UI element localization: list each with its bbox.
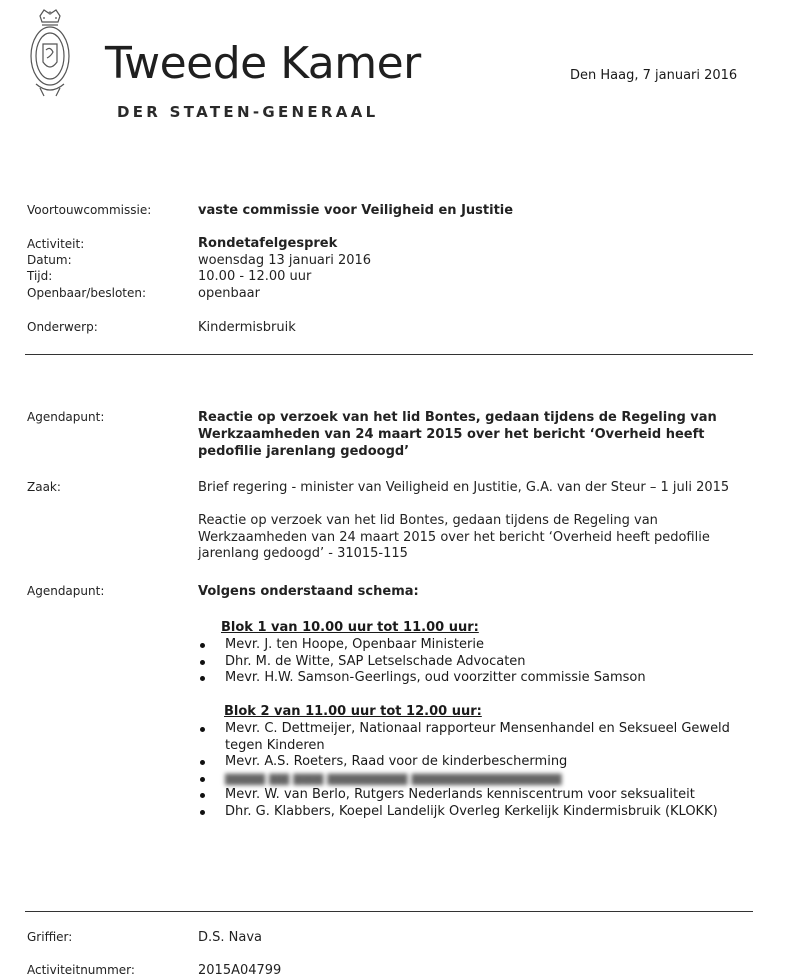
activiteitnummer-value: 2015A04799 — [198, 963, 282, 978]
activiteitnummer-label: Activiteitnummer: — [27, 963, 135, 977]
list-item: Mevr. W. van Berlo, Rutgers Nederlands kenniscentrum voor seksualiteit — [198, 787, 738, 804]
agendapunt-2-text: Volgens onderstaand schema: — [198, 584, 419, 599]
list-item: Mevr. H.W. Samson-Geerlings, oud voorzitter commissie Samson — [198, 670, 738, 687]
blok-2-heading: Blok 2 van 11.00 uur tot 12.00 uur: — [224, 704, 482, 719]
divider-bottom — [25, 911, 753, 912]
list-item: Mevr. J. ten Hoope, Openbaar Ministerie — [198, 637, 738, 654]
openbaar-label: Openbaar/besloten: — [27, 286, 147, 300]
crest-logo-icon — [26, 6, 74, 100]
griffier-label: Griffier: — [27, 930, 73, 944]
list-item: Dhr. G. Klabbers, Koepel Landelijk Overleg Kerkelijk Kindermisbruik (KLOKK) — [198, 804, 738, 821]
griffier-value: D.S. Nava — [198, 930, 263, 945]
onderwerp-value: Kindermisbruik — [198, 320, 296, 335]
zaak-line-1: Brief regering - minister van Veiligheid en Justitie, G.A. van der Steur – 1 juli 2015 — [198, 480, 730, 495]
voortouw-value: vaste commissie voor Veiligheid en Justitie — [198, 203, 514, 218]
activiteit-label: Activiteit: — [27, 237, 85, 251]
agendapunt-2-label: Agendapunt: — [27, 584, 105, 598]
onderwerp-label: Onderwerp: — [27, 320, 98, 334]
list-item: Mevr. C. Dettmeijer, Nationaal rapporteur Mensenhandel en Seksueel Geweld tegen Kinderen — [198, 721, 738, 754]
agendapunt-1-text: Reactie op verzoek van het lid Bontes, gedaan tijdens de Regeling van Werkzaamheden van 24 maart 2015 over het bericht ‘Overheid heeft pedofilie jarenlang gedoogd’ — [198, 410, 717, 459]
blok-2-list — [198, 721, 738, 820]
list-item: Mevr. A.S. Roeters, Raad voor de kinderbescherming — [198, 754, 738, 771]
org-name: Tweede Kamer — [105, 38, 421, 89]
redacted-text: ▆▆▆▆ ▆▆ ▆▆▆ ▆▆▆▆▆▆▆▆ ▆▆▆▆▆▆▆▆▆▆▆▆▆▆▆ — [225, 770, 562, 786]
list-item: Dhr. M. de Witte, SAP Letselschade Advocaten — [198, 654, 738, 671]
zaak-line-2: Reactie op verzoek van het lid Bontes, gedaan tijdens de Regeling van Werkzaamheden van 24 maart 2015 over het bericht ‘Overheid heeft pedofilie jarenlang gedoogd’ - 31015-115 — [198, 513, 710, 561]
place-date: Den Haag, 7 januari 2016 — [570, 68, 738, 83]
tijd-value: 10.00 - 12.00 uur — [198, 269, 312, 284]
divider-top — [25, 354, 753, 355]
zaak-label: Zaak: — [27, 480, 61, 494]
activiteit-value: Rondetafelgesprek — [198, 236, 338, 251]
org-subtitle: DER STATEN-GENERAAL — [117, 103, 379, 121]
voortouw-label: Voortouwcommissie: — [27, 203, 152, 217]
openbaar-value: openbaar — [198, 286, 260, 301]
redacted-list-item — [198, 771, 738, 788]
tijd-label: Tijd: — [27, 269, 53, 283]
blok-1-list — [198, 637, 738, 687]
datum-value: woensdag 13 januari 2016 — [198, 253, 372, 268]
agendapunt-1-label: Agendapunt: — [27, 410, 105, 424]
blok-1-heading: Blok 1 van 10.00 uur tot 11.00 uur: — [221, 620, 479, 635]
datum-label: Datum: — [27, 253, 72, 267]
